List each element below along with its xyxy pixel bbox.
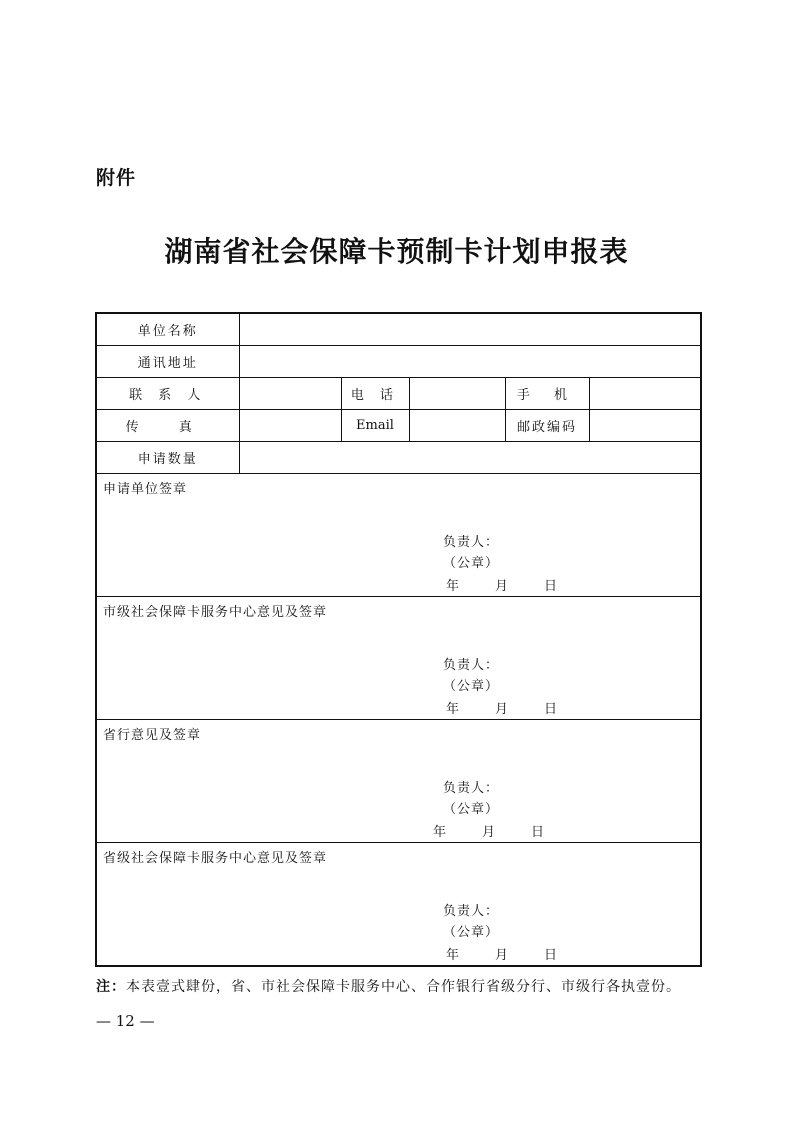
contact-row: [96, 378, 701, 410]
phone-label: 电 话: [341, 378, 409, 410]
signature-row-applicant: [96, 474, 701, 597]
contact-person-label: 联 系 人: [96, 378, 239, 410]
postal-code-label: 邮政编码: [505, 410, 589, 442]
signature-row-city-center: [96, 597, 701, 720]
quantity-label: 申请数量: [96, 442, 239, 474]
signature-row-provincial-bank: [96, 720, 701, 843]
day-label: 日: [544, 702, 558, 717]
document-title: 湖南省社会保障卡预制卡计划申报表: [164, 235, 629, 268]
email-field[interactable]: [409, 410, 505, 442]
phone-field[interactable]: [409, 378, 505, 410]
mobile-label: 手 机: [505, 378, 589, 410]
unit-name-label: 单位名称: [96, 313, 239, 346]
official-seal-label: （公章）: [443, 925, 500, 940]
year-label: 年: [446, 948, 460, 963]
signature-block[interactable]: [96, 597, 701, 720]
application-form-table: [95, 312, 702, 967]
fax-row: [96, 410, 701, 442]
signature-block-title: 省级社会保障卡服务中心意见及签章: [103, 851, 328, 866]
signature-date: [446, 698, 557, 717]
month-label: 月: [495, 948, 509, 963]
address-label: 通讯地址: [96, 346, 239, 378]
official-seal-label: （公章）: [443, 679, 500, 694]
footnote-prefix: 注：: [96, 979, 126, 995]
month-label: 月: [495, 702, 509, 717]
day-label: 日: [544, 948, 558, 963]
year-label: 年: [433, 825, 447, 840]
signature-block[interactable]: [96, 843, 701, 967]
unit-name-row: [96, 313, 701, 346]
signature-block[interactable]: [96, 474, 701, 597]
month-label: 月: [495, 579, 509, 594]
quantity-field[interactable]: [239, 442, 701, 474]
responsible-person-label: 负责人：: [443, 904, 500, 919]
responsible-person-label: 负责人：: [443, 535, 500, 550]
contact-person-field[interactable]: [239, 378, 341, 410]
postal-code-field[interactable]: [589, 410, 701, 442]
address-field[interactable]: [239, 346, 701, 378]
official-seal-label: （公章）: [443, 802, 500, 817]
fax-label: 传 真: [96, 410, 239, 442]
signature-date: [446, 944, 557, 963]
unit-name-field[interactable]: [239, 313, 701, 346]
signature-block-title: 省行意见及签章: [103, 728, 202, 743]
signature-row-provincial-center: [96, 843, 701, 967]
quantity-row: [96, 442, 701, 474]
year-label: 年: [446, 702, 460, 717]
footnote: [96, 976, 681, 996]
official-seal-label: （公章）: [443, 556, 500, 571]
day-label: 日: [531, 825, 545, 840]
signature-block[interactable]: [96, 720, 701, 843]
address-row: [96, 346, 701, 378]
year-label: 年: [446, 579, 460, 594]
fax-field[interactable]: [239, 410, 341, 442]
attachment-label: 附件: [96, 167, 137, 189]
responsible-person-label: 负责人：: [443, 658, 500, 673]
email-label: Email: [341, 410, 409, 442]
page-number: — 12 —: [96, 1012, 155, 1030]
mobile-field[interactable]: [589, 378, 701, 410]
day-label: 日: [544, 579, 558, 594]
signature-date: [433, 821, 544, 840]
signature-block-title: 申请单位签章: [103, 482, 188, 497]
month-label: 月: [482, 825, 496, 840]
signature-date: [446, 575, 557, 594]
footnote-text: 本表壹式肆份，省、市社会保障卡服务中心、合作银行省级分行、市级行各执壹份。: [126, 979, 681, 995]
responsible-person-label: 负责人：: [443, 781, 500, 796]
signature-block-title: 市级社会保障卡服务中心意见及签章: [103, 605, 328, 620]
